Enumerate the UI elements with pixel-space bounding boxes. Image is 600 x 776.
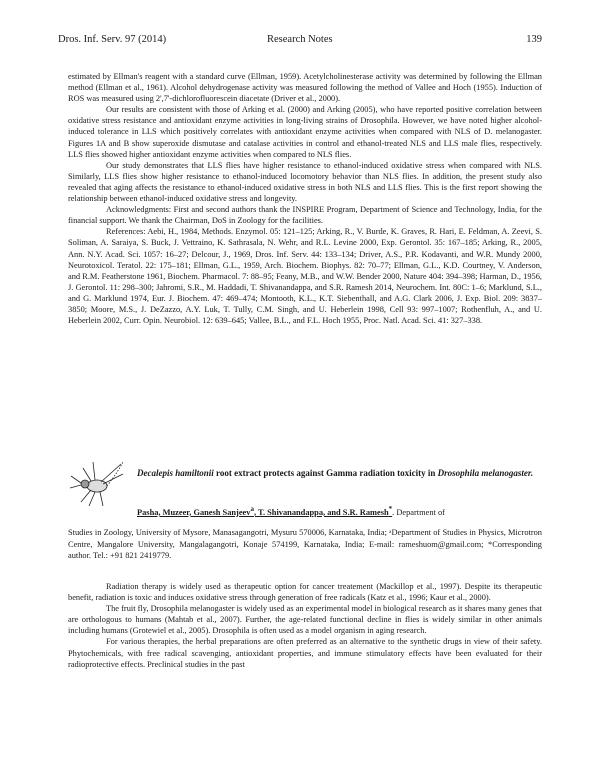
title-text: root extract protects against Gamma radiation toxicity in <box>213 468 438 478</box>
author-superscript: a <box>250 505 254 513</box>
references: References: Aebi, H., 1984, Methods. Enzymol. 05: 121–125; Arking, R., V. Burde, K. Graves, R. Hari, E. Feldman, A. Zeevi, S. Soliman, A. Saraiya, S. Buck, J. Vettraino, K. Sathrasala, N. Wehr, and R.L. Levine 2000, Exp. Gerontol. 35: 167–185; Arking, R., 2005, Ann. N.Y. Acad. Sci. 1057: 16–27; Delcour, J., 1969, Dros. Inf. Serv. 44: 133–134; Driver, A.S., P.R. Kodavanti, and W.R. Mundy 2000, Neurotoxicol. Teratol. 22: 175–181; Ellman, G.L., 1959, Arch. Biochem. Biophys. 82: 70–77; Ellman, G.L., K.D. Courtney, V. Anderson, and R.M. Featherstone 1961, Biochem. Pharmacol. 7: 88–95; Feany, M.B., and W.W. Bender 2000, Nature 404: 394–398; Harman, D., 1956, J. Gerontol. 11: 298–300; Jahromi, S.R., M. Haddadi, T. Shivanandappa, and S.R. Ramesh 2014, Neurochem. Int. 80C: 1–6; Marklund, S.L., and G. Marklund 1974, Eur. J. Biochem. 47: 469–474; Montooth, K.L., K.T. Siebenthall, and A.G. Clark 2006, J. Exp. Biol. 209: 3837–3850; Moore, M.S., J. DeZazzo, A.Y. Luk, T. Tully, C.M. Singh, and U. Heberlein 1998, Cell 93: 997–1007; Rothenfluh, A., and U. Heberlein 2002, Curr. Opin. Neurobiol. 12: 639–645; Vallee, B.L., and F.L. Hoch 1955, Proc. Natl. Acad. Sci. 41: 327–338. <box>68 227 542 326</box>
author-names-rest: , T. Shivanandappa, and S.R. Ramesh <box>253 507 389 517</box>
paragraph: For various therapies, the herbal preparations are often preferred as an alternative to the synthetic drugs in view of their safety. Phytochemicals, with free radical scavenging, antioxidant properties, and immune stimulatory effects have been evaluated for their radioprotective effects. Preclinical studies in the past <box>68 637 542 669</box>
title-genus: Decalepis hamiltonii <box>137 468 214 478</box>
author-names: Pasha, Muzeer, Ganesh Sanjeev <box>137 507 251 517</box>
previous-article-body <box>68 71 542 326</box>
running-header <box>58 34 542 48</box>
new-article-body <box>68 581 542 670</box>
title-species: Drosophila melanogaster. <box>437 468 534 478</box>
paragraph: estimated by Ellman's reagent with a standard curve (Ellman, 1959). Acetylcholinesterase activity was determined by following the Ellman method (Ellman et al., 1961). Alcohol dehydrogenase activity was measured following the method of Vallee and Hoch (1955). Induction of ROS was measured using 2',7'-dichlorofluorescein diacetate (Driver et al., 2000). <box>68 72 542 104</box>
section-name: Research Notes <box>267 34 333 45</box>
department-start: . Department of <box>392 507 445 517</box>
journal-citation: Dros. Inf. Serv. 97 (2014) <box>58 34 167 45</box>
paragraph: Our results are consistent with those of Arking et al. (2000) and Arking (2005), who have reported positive correlation between oxidative stress resistance and antioxidant enzyme activities in long-living strains of Drosophila. However, we have noted higher alcohol-induced tolerance in LLS which positively correlates with antioxidant enzyme activities when compared with NLS of D. melanogaster. Figures 1A and B show superoxide dismutase and catalase activities in control and ethanol-treated NLS and LLS male flies, respectively. LLS flies showed higher antioxidant enzyme activities when compared to NLS flies. <box>68 105 542 159</box>
paragraph: The fruit fly, Drosophila melanogaster is widely used as an experimental model in biological research as it shares many genes that are orthologous to humans (Mahtab et al., 2007). Further, the age-related functional decline in flies is widely similar in other animals including humans (Grotewiel et al., 2005). Drosophila is often used as a model organism in aging research. <box>68 604 542 636</box>
acknowledgments: Acknowledgments: First and second authors thank the INSPIRE Program, Department of Science and Technology, India, for the financial support. We thank the Chairman, DoS in Zoology for the facilities. <box>68 205 542 226</box>
fruit-fly-illustration-icon <box>67 456 127 508</box>
author-line <box>137 504 542 518</box>
page-number: 139 <box>526 34 542 45</box>
paragraph: Our study demonstrates that LLS flies have higher resistance to ethanol-induced oxidative stress when compared with NLS. Similarly, LLS flies show higher resistance to ethanol-induced locomotory behavior than NLS flies. In addition, the present study also revealed that aging affects the resistance to ethanol-induced oxidative stress in both NLS and LLS flies. This is the first report showing the relationship between ethanol-induced oxidative stress and longevity. <box>68 160 542 204</box>
article-title <box>137 467 542 480</box>
paragraph: Radiation therapy is widely used as therapeutic option for cancer treatement (Mackillop et al., 1997). Despite its therapeutic benefit, radiation is toxic and induces oxidative stress through generation of free radicals (Katz et al., 1996; Kaur et al., 2000). <box>68 582 542 603</box>
affiliation: Studies in Zoology, University of Mysore, Manasagangotri, Mysuru 570006, Karnataka, India; ᵃDepartment of Studies in Physics, Microtron Centre, Mangalore University, Mangalagangotri, Konaje 574199, Karnataka, India; E-mail: rameshuom@gmail.com; *Corresponding author. Tel.: +91 821 2419779. <box>68 528 542 560</box>
corresponding-mark: * <box>388 505 393 513</box>
